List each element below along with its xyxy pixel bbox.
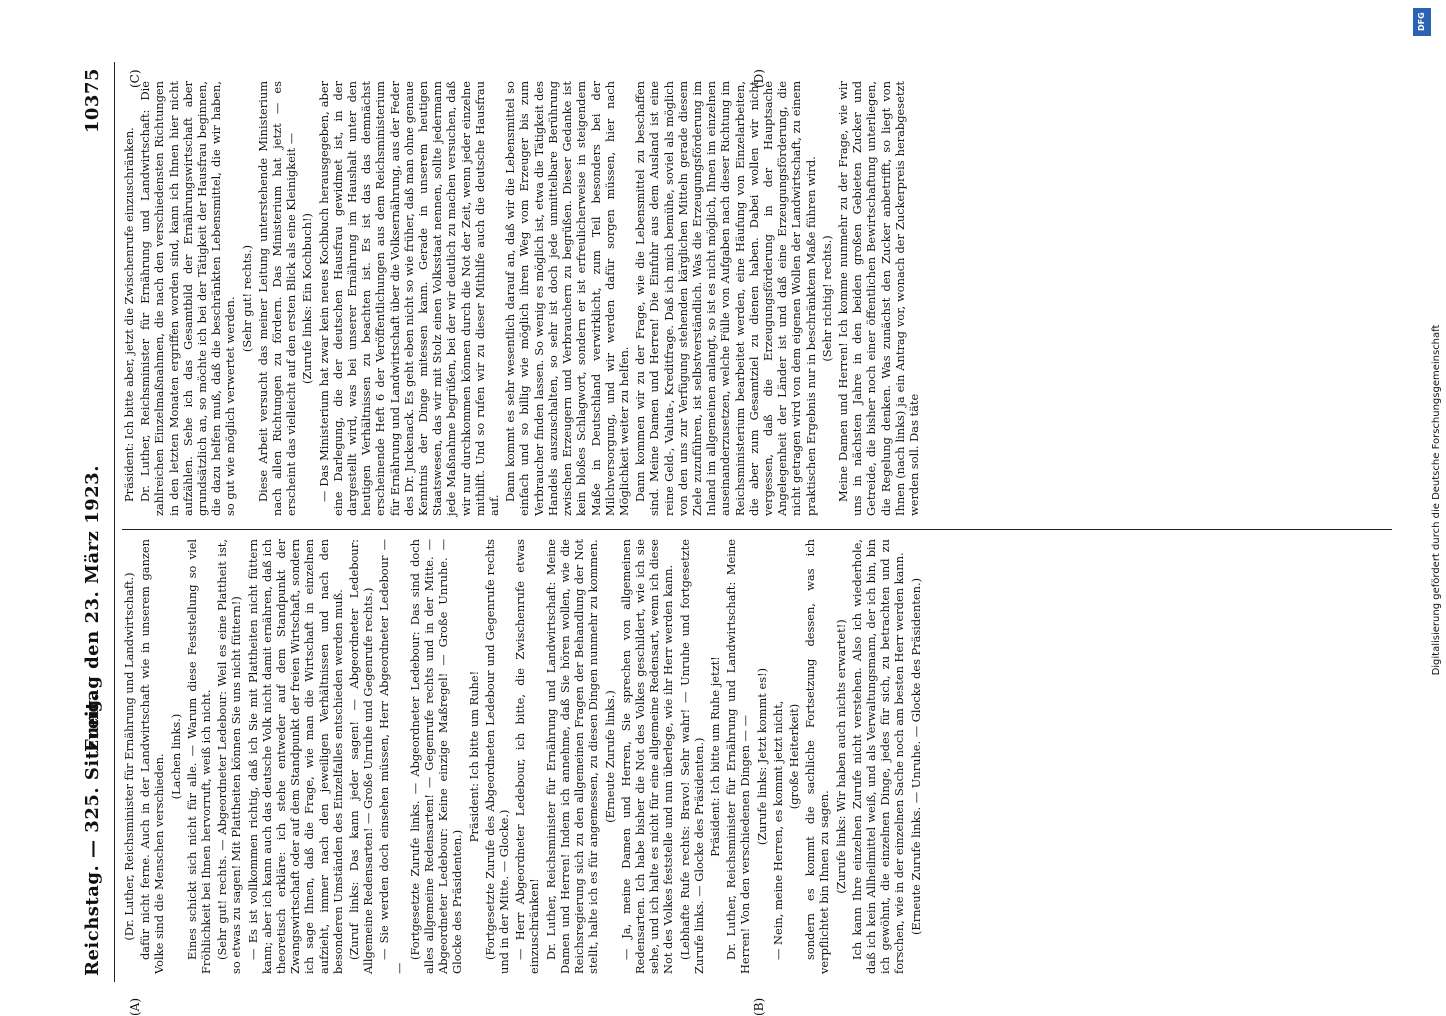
funding-note-text: Digitalisierung gefördert durch die Deutsche Forschungsgemeinschaft bbox=[1431, 324, 1442, 676]
paragraph: Eines schickt sich nicht für alle. — Warum diese Feststellung so viel Fröhlichkeit bei Ihnen hervorruft, weiß ich nicht. bbox=[184, 539, 214, 974]
paragraph: — Nein, meine Herren, es kommt jetzt nicht, bbox=[770, 700, 785, 960]
interjection: (Lebhafte Rufe rechts: Bravo! Sehr wahr! — Unruhe und fortgesetzte Zurufe links. — Glocke des Präsidenten.) bbox=[677, 539, 706, 974]
interjection: (Sehr gut! rechts. — Abgeordneter Ledebour: Weil es eine Plattheit ist, so etwas zu sagen! Mit Plattheiten können Sie uns nicht füttern!) bbox=[215, 539, 244, 974]
paragraph: Dr. Luther, Reichsminister für Ernährung und Landwirtschaft: Die zahlreichen Einzelmaßnahmen, die nach den verschiedensten Richtungen in den letzten Monaten ergriffen worden sind, kann ich Ihnen hier nicht aufzählen. Sehe ich das Gesamtbild der Ernährungswirtschaft aber grundsätzlich an, so möchte ich bei der Tätigkeit der Hausfrau beginnen, die dazu helfen muß, daß die beschränkten Lebensmittel, die wir haben, so gut wie möglich verwertet werden. bbox=[138, 81, 238, 516]
interjection: (Lachen links.) bbox=[168, 713, 183, 800]
page-header bbox=[74, 62, 115, 982]
marker-a: (A) bbox=[128, 997, 142, 1016]
left-column bbox=[122, 539, 1392, 974]
funding-note bbox=[1414, 40, 1442, 960]
marker-c: (C) bbox=[128, 69, 142, 88]
speaker-note: (Dr. Luther, Reichsminister für Ernährung und Landwirtschaft.) bbox=[122, 572, 136, 941]
paragraph: Dann kommt es sehr wesentlich darauf an, daß wir die Lebensmittel so einfach und so billig wie möglich ihren Weg vom Erzeuger bis zum Verbraucher finden lassen. So wenig es möglich ist, etwa die Tätigkeit des Handels auszuschalten, so sehr ist doch jede unmittelbare Berührung zwischen Erzeugern und Verbrauchern zu begrüßen. Dieser Gedanke ist kein bloßes Schlagwort, sondern er ist erfreulicherweise in steigendem Maße in Deutschland verwirklicht, zum Teil besonders bei der Milchversorgung, und wir werden dafür sorgen müssen, hier nach Möglichkeit weiter zu helfen. bbox=[503, 81, 631, 516]
president-line: Präsident: Ich bitte aber, jetzt die Zwischenrufe einzuschränken. bbox=[122, 127, 136, 502]
marker-d: (D) bbox=[752, 69, 766, 88]
interjection: (große Heiterkeit) bbox=[786, 703, 801, 810]
paragraph: sondern es kommt die sachliche Fortsetzung dessen, was ich verpflichtet bin Ihnen zu sagen. bbox=[803, 539, 832, 974]
interjection: (Zuruf links: Das kann jeder sagen! — Abgeordneter Ledebour: Allgemeine Redensarten! — Große Unruhe und Gegenrufe rechts.) bbox=[347, 539, 376, 974]
president-line: Präsident: Ich bitte um Ruhe! bbox=[466, 670, 481, 843]
rotated-page bbox=[62, 62, 1412, 1016]
paragraph: Ich kann Ihre einzelnen Zurufe nicht verstehen. Also ich wiederhole, daß ich kein Allheilmittel weiß, und als Verwaltungsmann, der ich bin, bin ich gewöhnt, die einzelnen Dinge, jedes für sich, zu betrachten und zu forschen, wie in der einzelnen Sache noch am besten Herr werden kann. bbox=[849, 539, 907, 974]
paragraph: — Das Ministerium hat zwar kein neues Kochbuch herausgegeben, aber eine Darlegung, die der deutschen Hausfrau gewidmet ist, in der dargestellt wird, was bei unserer Ernährung im Haushalt unter den heutigen Verhältnissen zu beachten ist. Es ist das das demnächst erscheinende Heft 6 der Veröffentlichungen aus dem Reichsministerium für Ernährung und Landwirtschaft über die Volksernährung, aus der Feder des Dr. Juckenack. Es geht eben nicht so wie früher, daß man ohne genaue Kenntnis der Dinge mitessen kann. Gerade in unserem heutigen Staatswesen, das wir mit Stolz einen Volksstaat nennen, sollte jedermann jede Maßnahme begrüßen, bei der wir deutlich zu machen versuchen, daß wir nur durchkommen können durch die Not der Zeit, wenn jeder einzelne mithilft. Und so rufen wir zu dieser Mithilfe auch die deutsche Hausfrau auf. bbox=[316, 81, 502, 516]
interjection: (Sehr gut! rechts.) bbox=[239, 244, 254, 353]
paragraph: — Herr Abgeordneter Ledebour, ich bitte, die Zwischenrufe etwas einzuschränken! bbox=[513, 539, 542, 974]
interjection: (Fortgesetzte Zurufe des Abgeordneten Ledebour und Gegenrufe rechts und in der Mitte. — Glocke.) bbox=[482, 539, 512, 974]
paragraph: — Sie werden doch einsehen müssen, Herr Abgeordneter Ledebour — — bbox=[377, 539, 406, 974]
header-session: Reichstag. — 325. Sitzung. bbox=[82, 692, 103, 976]
paragraph: Diese Arbeit versucht das meiner Leitung unterstehende Ministerium nach allen Richtungen zu fördern. Das Ministerium hat jetzt — es erscheint das vielleicht auf den ersten Blick als eine Kleinigkeit — bbox=[255, 81, 299, 516]
column-divider bbox=[122, 529, 1392, 530]
marker-b: (B) bbox=[752, 997, 766, 1016]
header-date: Freitag den 23. März 1923. bbox=[82, 465, 103, 752]
interjection: (Fortgesetzte Zurufe links. — Abgeordneter Ledebour: Das sind doch alles allgemeine Redensarten! — Gegenrufe rechts und in der Mitte. — Abgeordneter Ledebour: Keine einzige Maßregel! — Große Unruhe. — Glocke des Präsidenten.) bbox=[407, 539, 465, 974]
page-number: 10375 bbox=[82, 68, 103, 134]
interjection: (Zurufe links: Wir haben auch nichts erwartet!) bbox=[833, 619, 848, 894]
paragraph: — Es ist vollkommen richtig, daß ich Sie mit Plattheiten nicht füttern kann; aber ich kann auch das deutsche Volk nicht damit ernähren, daß ich theoretisch erkläre: ich stehe entweder auf dem Standpunkt der Zwangswirtschaft oder auf dem Standpunkt der freien Wirtschaft, sondern ich sage Ihnen, daß die Frage, wie man die Wirtschaft in einzelnen aufzieht, immer nach den jeweiligen Verhältnissen und nach den besonderen Umständen des Einzelfalles entschieden werden muß. bbox=[245, 539, 345, 974]
interjection: (Zurufe links: Jetzt kommt es!) bbox=[754, 667, 769, 846]
interjection: (Zurufe links: Ein Kochbuch!) bbox=[300, 213, 315, 384]
paragraph: Dann kommen wir zu der Frage, wie die Lebensmittel zu beschaffen sind. Meine Damen und Herren! Die Einfuhr aus dem Ausland ist eine reine Geld-, Valuta-, Kreditfrage. Daß ich mich bemühe, soviel als möglich von den uns zur Verfügung stehenden kärglichen Mitteln gerade diesem Ziele zuzuführen, ist selbstverständlich. Was die Erzeugungsförderung im Inland im allgemeinen anlangt, so ist es nicht möglich, Ihnen im einzelnen auseinanderzusetzen, welche Fülle von Aufgaben nach dieser Richtung im Reichsministerium bearbeitet werden, eine Häufung von Einzelarbeiten, die aber zum Gesamtziel zu dienen haben. Dabei wollen wir nicht vergessen, daß die Erzeugungsförderung in der Hauptsache Angelegenheit der Länder ist und daß eine Erzeugungsförderung, die nicht getragen wird von dem eigenen Wollen der Landwirtschaft, zu einem praktischen Ergebnis nur in beschränktem Maße führen wird. bbox=[633, 81, 818, 516]
interjection: (Erneute Zurufe links. — Unruhe. — Glocke des Präsidenten.) bbox=[908, 577, 923, 936]
interjection: (Erneute Zurufe links.) bbox=[602, 690, 617, 823]
dfg-logo: DFG bbox=[1413, 8, 1431, 36]
president-line: Präsident: Ich bitte um Ruhe jetzt! bbox=[707, 656, 722, 857]
right-column bbox=[122, 81, 1392, 516]
paragraph: Dr. Luther, Reichsminister für Ernährung und Landwirtschaft: Meine Herren! Von den verschiedenen Dingen — — bbox=[724, 539, 753, 974]
paragraph: Dr. Luther, Reichsminister für Ernährung und Landwirtschaft: Meine Damen und Herren! Indem ich annehme, daß Sie hören wollen, wie die Reichsregierung sich zu den allgemeinen Fragen der Behandlung der Not stellt, halte ich es für angemessen, zu diesen Dingen nunmehr zu kommen. bbox=[543, 539, 601, 974]
paragraph: Meine Damen und Herren! Ich komme nunmehr zu der Frage, wie wir uns in nächsten Jahre in den beiden großen Gebieten Zucker und Getreide, die bisher noch einer öffentlichen Bewirtschaftung unterliegen, die Regelung denken. Was zunächst den Zucker anbetrifft, so liegt von Ihnen (nach links) ja ein Antrag vor, wonach der Zuckerpreis herabgesetzt werden soll. Das täte bbox=[835, 81, 921, 516]
interjection: (Sehr richtig! rechts.) bbox=[819, 235, 834, 362]
paragraph: dafür nicht ferne. Auch in der Landwirtschaft wie in unserem ganzen Volke sind die Menschen verschieden. bbox=[138, 539, 167, 974]
paragraph: — Ja, meine Damen und Herren, Sie sprechen von allgemeinen Redensarten. Ich habe bisher die Not des Volkes geschildert, wie ich sie sehe, und ich halte es nicht für eine allgemeine Redensart, wenn ich diese Not des Volkes feststelle und nun überlege, wie ihr Herr werden kann. bbox=[618, 539, 676, 974]
